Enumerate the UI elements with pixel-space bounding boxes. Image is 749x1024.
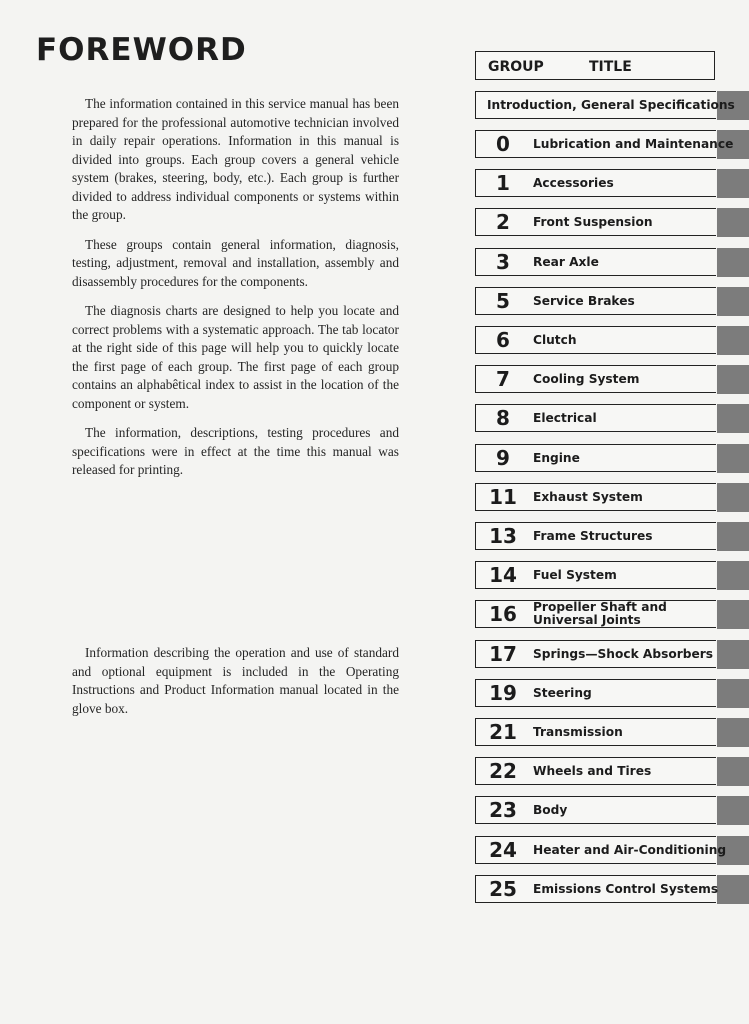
toc-row-group[interactable] — [475, 365, 749, 393]
group-number: 3 — [496, 250, 510, 274]
group-label: Clutch — [533, 333, 577, 347]
thumb-tab[interactable] — [717, 208, 749, 237]
thumb-tab[interactable] — [717, 169, 749, 198]
group-number: 19 — [489, 681, 517, 705]
thumb-tab[interactable] — [717, 483, 749, 512]
group-label: Lubrication and Maintenance — [533, 137, 734, 151]
group-number: 0 — [496, 132, 510, 156]
group-label: Introduction, General Specifications — [487, 98, 735, 112]
group-label: Cooling System — [533, 372, 640, 386]
toc-row-group[interactable] — [475, 600, 749, 628]
group-number: 13 — [489, 524, 517, 548]
group-number: 16 — [489, 602, 517, 626]
toc-header — [475, 51, 715, 80]
group-label: Service Brakes — [533, 294, 635, 308]
group-label: Emissions Control Systems — [533, 882, 719, 896]
group-label: Accessories — [533, 176, 614, 190]
paragraph: The information contained in this service manual has been prepared for the professional automotive technician involved in daily repair operations. Information in this manual is divided into groups. Each group covers a general vehicle system (brakes, steering, body, etc.). Each group is further divided to address individual components or systems within the group. — [72, 96, 399, 222]
group-label: Body — [533, 803, 568, 817]
thumb-tab[interactable] — [717, 404, 749, 433]
group-label: Heater and Air-Conditioning — [533, 843, 727, 857]
toc-row-group[interactable] — [475, 130, 749, 158]
group-number: 23 — [489, 798, 517, 822]
toc-row-introduction[interactable] — [475, 91, 749, 119]
group-number: 8 — [496, 406, 510, 430]
paragraph: The diagnosis charts are designed to help you locate and correct problems with a systematic approach. The tab locator at the right side of this page will help you to quickly locate the first page of each group. The first page of each group contains an alphabêtical index to assist in the location of the component or system. — [72, 303, 399, 411]
toc-row-group[interactable] — [475, 679, 749, 707]
group-label: Wheels and Tires — [533, 764, 652, 778]
thumb-tab[interactable] — [717, 522, 749, 551]
group-number: 6 — [496, 328, 510, 352]
thumb-tab[interactable] — [717, 287, 749, 316]
group-number: 5 — [496, 289, 510, 313]
toc-row-group[interactable] — [475, 875, 749, 903]
group-label: Rear Axle — [533, 255, 599, 269]
toc-row-group[interactable] — [475, 483, 749, 511]
page-title: FOREWORD — [36, 32, 247, 68]
toc-row-group[interactable] — [475, 404, 749, 432]
toc-row-group[interactable] — [475, 208, 749, 236]
group-number: 9 — [496, 446, 510, 470]
header-group-label: GROUP — [488, 59, 544, 75]
group-number: 25 — [489, 877, 517, 901]
group-label: Engine — [533, 451, 580, 465]
group-label: Front Suspension — [533, 215, 653, 229]
header-title-label: TITLE — [589, 59, 632, 75]
toc-row-group[interactable] — [475, 287, 749, 315]
paragraph: These groups contain general information, diagnosis, testing, adjustment, removal and installation, assembly and disassembly procedures for the components. — [72, 236, 399, 289]
paragraph: Information describing the operation and use of standard and optional equipment is included in the Operating Instructions and Product Information manual located in the glove box. — [72, 645, 399, 716]
thumb-tab[interactable] — [717, 326, 749, 355]
group-number: 17 — [489, 642, 517, 666]
group-number: 21 — [489, 720, 517, 744]
thumb-tab[interactable] — [717, 600, 749, 629]
group-label: Propeller Shaft and Universal Joints — [533, 600, 667, 627]
group-number: 11 — [489, 485, 517, 509]
toc-row-group[interactable] — [475, 718, 749, 746]
toc-row-group[interactable] — [475, 640, 749, 668]
thumb-tab[interactable] — [717, 757, 749, 786]
toc-row-group[interactable] — [475, 169, 749, 197]
group-label: Springs—Shock Absorbers — [533, 647, 713, 661]
group-label: Electrical — [533, 411, 597, 425]
group-label: Frame Structures — [533, 529, 653, 543]
group-number: 24 — [489, 838, 517, 862]
thumb-tab[interactable] — [717, 444, 749, 473]
toc-row-group[interactable] — [475, 444, 749, 472]
thumb-tab[interactable] — [717, 875, 749, 904]
paragraph: The information, descriptions, testing procedures and specifications were in effect at the time this manual was released for printing. — [72, 425, 399, 477]
group-label: Transmission — [533, 725, 623, 739]
thumb-tab[interactable] — [717, 796, 749, 825]
group-label: Exhaust System — [533, 490, 643, 504]
glove-box-note — [72, 644, 399, 718]
group-number: 22 — [489, 759, 517, 783]
group-label: Steering — [533, 686, 592, 700]
thumb-tab[interactable] — [717, 640, 749, 669]
foreword-body — [72, 95, 399, 491]
thumb-tab[interactable] — [717, 718, 749, 747]
thumb-tab[interactable] — [717, 679, 749, 708]
toc-row-group[interactable] — [475, 522, 749, 550]
thumb-tab[interactable] — [717, 561, 749, 590]
toc-row-group[interactable] — [475, 836, 749, 864]
toc-row-group[interactable] — [475, 757, 749, 785]
group-number: 1 — [496, 171, 510, 195]
thumb-tab[interactable] — [717, 248, 749, 277]
thumb-tab[interactable] — [717, 365, 749, 394]
toc-row-group[interactable] — [475, 561, 749, 589]
group-number: 7 — [496, 367, 510, 391]
toc-row-group[interactable] — [475, 248, 749, 276]
toc-row-group[interactable] — [475, 326, 749, 354]
toc-row-group[interactable] — [475, 796, 749, 824]
group-number: 14 — [489, 563, 517, 587]
group-number: 2 — [496, 210, 510, 234]
group-label: Fuel System — [533, 568, 617, 582]
